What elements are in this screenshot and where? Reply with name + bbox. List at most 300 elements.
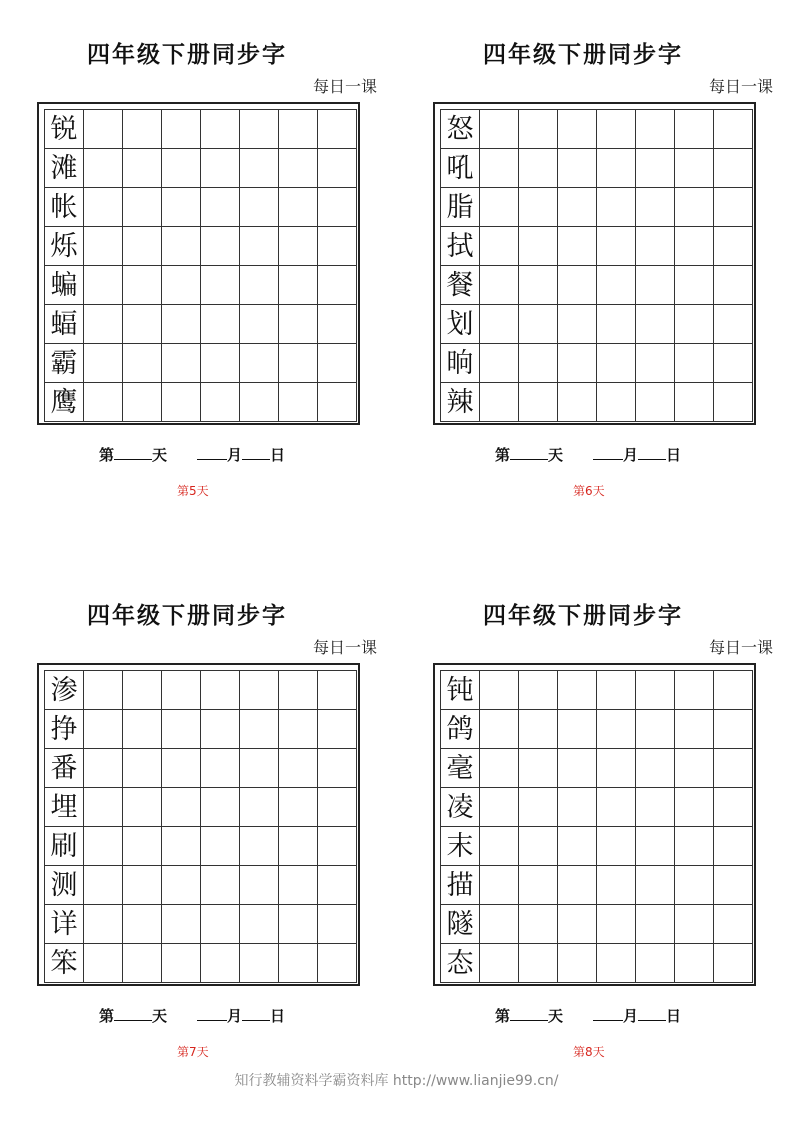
example-character: 蝠 [45, 305, 84, 344]
practice-cell[interactable] [675, 110, 714, 149]
practice-cell[interactable] [558, 866, 597, 905]
practice-cell[interactable] [84, 944, 123, 983]
date-blank[interactable] [242, 1006, 270, 1021]
practice-row [45, 905, 357, 944]
practice-cell[interactable] [519, 305, 558, 344]
practice-cell[interactable] [123, 788, 162, 827]
practice-cell[interactable] [240, 149, 279, 188]
practice-cell[interactable] [597, 944, 636, 983]
practice-cell[interactable] [519, 827, 558, 866]
practice-cell[interactable] [123, 905, 162, 944]
practice-cell[interactable] [558, 710, 597, 749]
practice-cell[interactable] [558, 905, 597, 944]
practice-cell[interactable] [84, 827, 123, 866]
practice-cell[interactable] [318, 344, 357, 383]
practice-cell[interactable] [480, 788, 519, 827]
practice-cell[interactable] [480, 827, 519, 866]
practice-cell[interactable] [240, 344, 279, 383]
practice-cell[interactable] [240, 305, 279, 344]
practice-cell[interactable] [201, 827, 240, 866]
practice-cell[interactable] [480, 749, 519, 788]
practice-cell[interactable] [519, 944, 558, 983]
sheet-title: 四年级下册同步字 [87, 603, 287, 629]
practice-cell[interactable] [636, 227, 675, 266]
practice-cell[interactable] [162, 149, 201, 188]
practice-cell[interactable] [162, 749, 201, 788]
practice-cell[interactable] [84, 710, 123, 749]
practice-cell[interactable] [279, 866, 318, 905]
month-blank[interactable] [593, 1006, 623, 1021]
date-prefix: 第 [99, 446, 115, 464]
practice-cell[interactable] [558, 944, 597, 983]
practice-cell[interactable] [558, 305, 597, 344]
practice-cell[interactable] [162, 110, 201, 149]
practice-grid-frame [37, 663, 360, 986]
practice-cell[interactable] [636, 110, 675, 149]
practice-cell[interactable] [279, 344, 318, 383]
practice-sheet [433, 36, 773, 496]
practice-row [441, 710, 753, 749]
practice-cell[interactable] [162, 710, 201, 749]
example-character: 刷 [45, 827, 84, 866]
practice-grid-frame [433, 663, 756, 986]
practice-cell[interactable] [519, 671, 558, 710]
practice-cell[interactable] [636, 749, 675, 788]
practice-cell[interactable] [714, 710, 753, 749]
practice-cell[interactable] [597, 710, 636, 749]
practice-cell[interactable] [84, 149, 123, 188]
practice-cell[interactable] [675, 344, 714, 383]
practice-cell[interactable] [519, 710, 558, 749]
practice-cell[interactable] [318, 383, 357, 422]
practice-cell[interactable] [636, 827, 675, 866]
practice-cell[interactable] [636, 671, 675, 710]
practice-cell[interactable] [279, 188, 318, 227]
date-blank[interactable] [242, 445, 270, 460]
practice-cell[interactable] [279, 110, 318, 149]
day-number-blank[interactable] [510, 445, 548, 460]
practice-cell[interactable] [318, 188, 357, 227]
practice-cell[interactable] [84, 188, 123, 227]
practice-cell[interactable] [480, 383, 519, 422]
practice-cell[interactable] [318, 944, 357, 983]
date-prefix: 第 [495, 446, 511, 464]
practice-cell[interactable] [714, 149, 753, 188]
practice-cell[interactable] [519, 266, 558, 305]
practice-cell[interactable] [279, 710, 318, 749]
example-character: 末 [441, 827, 480, 866]
practice-cell[interactable] [201, 866, 240, 905]
day-label: 第6天 [573, 484, 605, 498]
practice-cell[interactable] [558, 788, 597, 827]
day-number-blank[interactable] [510, 1006, 548, 1021]
practice-cell[interactable] [558, 110, 597, 149]
practice-cell[interactable] [675, 383, 714, 422]
month-blank[interactable] [197, 445, 227, 460]
practice-cell[interactable] [675, 827, 714, 866]
practice-cell[interactable] [636, 344, 675, 383]
practice-cell[interactable] [597, 671, 636, 710]
practice-cell[interactable] [318, 749, 357, 788]
practice-cell[interactable] [318, 866, 357, 905]
practice-cell[interactable] [675, 749, 714, 788]
practice-cell[interactable] [123, 671, 162, 710]
practice-cell[interactable] [519, 866, 558, 905]
month-unit: 月 [227, 446, 243, 464]
day-label: 第5天 [177, 484, 209, 498]
practice-cell[interactable] [240, 188, 279, 227]
practice-grid [440, 670, 753, 983]
practice-cell[interactable] [636, 710, 675, 749]
date-line [99, 444, 285, 465]
practice-cell[interactable] [675, 305, 714, 344]
example-character: 番 [45, 749, 84, 788]
practice-cell[interactable] [318, 827, 357, 866]
practice-cell[interactable] [318, 710, 357, 749]
practice-cell[interactable] [279, 827, 318, 866]
practice-cell[interactable] [84, 305, 123, 344]
practice-cell[interactable] [318, 671, 357, 710]
practice-cell[interactable] [201, 227, 240, 266]
practice-cell[interactable] [201, 749, 240, 788]
practice-cell[interactable] [597, 344, 636, 383]
practice-cell[interactable] [84, 905, 123, 944]
practice-cell[interactable] [279, 149, 318, 188]
footer-watermark: 知行教辅资料学霸资料库 http://www.lianjie99.cn/ [234, 1073, 559, 1089]
day-label: 第8天 [573, 1045, 605, 1059]
practice-cell[interactable] [558, 227, 597, 266]
practice-cell[interactable] [636, 305, 675, 344]
practice-cell[interactable] [636, 788, 675, 827]
practice-cell[interactable] [636, 866, 675, 905]
practice-cell[interactable] [558, 266, 597, 305]
practice-cell[interactable] [279, 944, 318, 983]
practice-cell[interactable] [597, 305, 636, 344]
practice-row [45, 788, 357, 827]
practice-cell[interactable] [597, 188, 636, 227]
date-blank[interactable] [638, 445, 666, 460]
practice-cell[interactable] [318, 905, 357, 944]
practice-cell[interactable] [201, 710, 240, 749]
practice-cell[interactable] [480, 149, 519, 188]
practice-cell[interactable] [279, 749, 318, 788]
practice-cell[interactable] [519, 227, 558, 266]
practice-cell[interactable] [636, 944, 675, 983]
practice-row [45, 188, 357, 227]
practice-cell[interactable] [123, 383, 162, 422]
practice-cell[interactable] [480, 305, 519, 344]
example-character: 详 [45, 905, 84, 944]
practice-cell[interactable] [240, 788, 279, 827]
practice-cell[interactable] [201, 671, 240, 710]
day-number-blank[interactable] [114, 445, 152, 460]
practice-cell[interactable] [675, 149, 714, 188]
practice-cell[interactable] [636, 266, 675, 305]
practice-cell[interactable] [318, 227, 357, 266]
practice-row [45, 383, 357, 422]
practice-cell[interactable] [123, 305, 162, 344]
practice-cell[interactable] [675, 266, 714, 305]
month-blank[interactable] [197, 1006, 227, 1021]
practice-cell[interactable] [162, 905, 201, 944]
practice-cell[interactable] [84, 383, 123, 422]
practice-cell[interactable] [519, 905, 558, 944]
practice-cell[interactable] [201, 110, 240, 149]
practice-cell[interactable] [84, 344, 123, 383]
practice-cell[interactable] [714, 188, 753, 227]
practice-cell[interactable] [201, 383, 240, 422]
practice-cell[interactable] [240, 671, 279, 710]
practice-cell[interactable] [714, 110, 753, 149]
practice-cell[interactable] [201, 944, 240, 983]
practice-cell[interactable] [201, 266, 240, 305]
practice-cell[interactable] [162, 788, 201, 827]
practice-cell[interactable] [162, 344, 201, 383]
practice-cell[interactable] [84, 110, 123, 149]
practice-cell[interactable] [675, 227, 714, 266]
practice-cell[interactable] [240, 866, 279, 905]
sheet-subtitle: 每日一课 [312, 638, 377, 657]
practice-cell[interactable] [597, 266, 636, 305]
date-prefix: 第 [99, 1007, 115, 1025]
practice-cell[interactable] [123, 827, 162, 866]
practice-row [45, 149, 357, 188]
example-character: 测 [45, 866, 84, 905]
practice-cell[interactable] [84, 227, 123, 266]
practice-cell[interactable] [714, 344, 753, 383]
practice-cell[interactable] [318, 266, 357, 305]
practice-cell[interactable] [240, 944, 279, 983]
practice-cell[interactable] [636, 905, 675, 944]
practice-cell[interactable] [240, 710, 279, 749]
practice-cell[interactable] [318, 305, 357, 344]
practice-row [441, 788, 753, 827]
practice-cell[interactable] [84, 671, 123, 710]
practice-cell[interactable] [480, 227, 519, 266]
practice-row [441, 305, 753, 344]
practice-cell[interactable] [714, 671, 753, 710]
practice-cell[interactable] [558, 749, 597, 788]
practice-cell[interactable] [480, 110, 519, 149]
practice-cell[interactable] [123, 149, 162, 188]
practice-cell[interactable] [714, 383, 753, 422]
practice-cell[interactable] [519, 383, 558, 422]
example-character: 辣 [441, 383, 480, 422]
practice-cell[interactable] [519, 149, 558, 188]
practice-cell[interactable] [279, 383, 318, 422]
practice-cell[interactable] [714, 305, 753, 344]
month-unit: 月 [623, 446, 639, 464]
practice-cell[interactable] [123, 944, 162, 983]
practice-cell[interactable] [162, 188, 201, 227]
practice-row [441, 227, 753, 266]
practice-cell[interactable] [201, 344, 240, 383]
practice-cell[interactable] [714, 266, 753, 305]
practice-cell[interactable] [240, 383, 279, 422]
practice-cell[interactable] [480, 266, 519, 305]
practice-cell[interactable] [480, 905, 519, 944]
practice-cell[interactable] [597, 110, 636, 149]
sheet-subtitle: 每日一课 [708, 638, 773, 657]
practice-cell[interactable] [636, 383, 675, 422]
practice-row [441, 905, 753, 944]
practice-cell[interactable] [123, 188, 162, 227]
practice-cell[interactable] [279, 671, 318, 710]
example-character: 餐 [441, 266, 480, 305]
practice-cell[interactable] [480, 710, 519, 749]
practice-cell[interactable] [162, 266, 201, 305]
practice-cell[interactable] [519, 788, 558, 827]
practice-cell[interactable] [519, 188, 558, 227]
practice-cell[interactable] [240, 827, 279, 866]
practice-cell[interactable] [714, 827, 753, 866]
practice-cell[interactable] [675, 710, 714, 749]
practice-cell[interactable] [240, 266, 279, 305]
practice-cell[interactable] [240, 905, 279, 944]
date-blank[interactable] [638, 1006, 666, 1021]
practice-cell[interactable] [201, 149, 240, 188]
practice-row [441, 266, 753, 305]
practice-cell[interactable] [480, 344, 519, 383]
practice-cell[interactable] [123, 266, 162, 305]
practice-cell[interactable] [675, 671, 714, 710]
practice-cell[interactable] [123, 227, 162, 266]
practice-cell[interactable] [714, 944, 753, 983]
practice-row [45, 827, 357, 866]
practice-cell[interactable] [480, 671, 519, 710]
practice-cell[interactable] [480, 944, 519, 983]
practice-cell[interactable] [480, 188, 519, 227]
practice-cell[interactable] [318, 110, 357, 149]
practice-cell[interactable] [123, 749, 162, 788]
sheet-title: 四年级下册同步字 [483, 603, 683, 629]
day-number-blank[interactable] [114, 1006, 152, 1021]
date-unit: 日 [666, 446, 682, 464]
practice-cell[interactable] [162, 383, 201, 422]
practice-cell[interactable] [675, 905, 714, 944]
practice-cell[interactable] [714, 749, 753, 788]
example-character: 吼 [441, 149, 480, 188]
practice-cell[interactable] [675, 788, 714, 827]
practice-cell[interactable] [675, 188, 714, 227]
practice-cell[interactable] [84, 749, 123, 788]
practice-cell[interactable] [123, 866, 162, 905]
practice-cell[interactable] [318, 149, 357, 188]
practice-cell[interactable] [714, 905, 753, 944]
practice-cell[interactable] [558, 149, 597, 188]
practice-cell[interactable] [279, 266, 318, 305]
example-character: 晌 [441, 344, 480, 383]
practice-cell[interactable] [597, 749, 636, 788]
practice-cell[interactable] [123, 110, 162, 149]
practice-cell[interactable] [201, 905, 240, 944]
practice-cell[interactable] [201, 188, 240, 227]
practice-cell[interactable] [84, 266, 123, 305]
practice-cell[interactable] [636, 149, 675, 188]
practice-row [441, 188, 753, 227]
practice-cell[interactable] [519, 749, 558, 788]
day-unit: 天 [152, 446, 168, 464]
practice-cell[interactable] [597, 866, 636, 905]
practice-cell[interactable] [519, 110, 558, 149]
practice-cell[interactable] [279, 227, 318, 266]
practice-row [441, 749, 753, 788]
practice-cell[interactable] [714, 227, 753, 266]
example-character: 帐 [45, 188, 84, 227]
sheet-title: 四年级下册同步字 [87, 42, 287, 68]
practice-cell[interactable] [597, 383, 636, 422]
practice-cell[interactable] [597, 827, 636, 866]
practice-cell[interactable] [84, 866, 123, 905]
practice-cell[interactable] [480, 866, 519, 905]
practice-cell[interactable] [318, 788, 357, 827]
practice-cell[interactable] [162, 944, 201, 983]
example-character: 滩 [45, 149, 84, 188]
practice-cell[interactable] [279, 305, 318, 344]
practice-row [45, 110, 357, 149]
practice-cell[interactable] [84, 788, 123, 827]
practice-cell[interactable] [162, 305, 201, 344]
practice-cell[interactable] [558, 383, 597, 422]
example-character: 霸 [45, 344, 84, 383]
practice-cell[interactable] [162, 827, 201, 866]
practice-cell[interactable] [240, 110, 279, 149]
practice-sheet [433, 597, 773, 1057]
practice-grid [44, 109, 357, 422]
practice-cell[interactable] [597, 905, 636, 944]
practice-cell[interactable] [597, 227, 636, 266]
practice-cell[interactable] [714, 866, 753, 905]
practice-cell[interactable] [519, 344, 558, 383]
example-character: 鹰 [45, 383, 84, 422]
day-unit: 天 [152, 1007, 168, 1025]
practice-cell[interactable] [240, 227, 279, 266]
practice-cell[interactable] [123, 710, 162, 749]
practice-row [441, 383, 753, 422]
practice-cell[interactable] [201, 788, 240, 827]
practice-cell[interactable] [162, 671, 201, 710]
sheet-title: 四年级下册同步字 [483, 42, 683, 68]
practice-cell[interactable] [558, 344, 597, 383]
practice-cell[interactable] [558, 188, 597, 227]
practice-cell[interactable] [279, 788, 318, 827]
month-unit: 月 [623, 1007, 639, 1025]
practice-cell[interactable] [162, 866, 201, 905]
practice-cell[interactable] [714, 788, 753, 827]
example-character: 钝 [441, 671, 480, 710]
practice-cell[interactable] [162, 227, 201, 266]
practice-cell[interactable] [279, 905, 318, 944]
practice-cell[interactable] [675, 866, 714, 905]
practice-cell[interactable] [201, 305, 240, 344]
practice-cell[interactable] [240, 749, 279, 788]
practice-cell[interactable] [675, 944, 714, 983]
example-character: 拭 [441, 227, 480, 266]
practice-cell[interactable] [123, 344, 162, 383]
example-character: 凌 [441, 788, 480, 827]
practice-cell[interactable] [597, 149, 636, 188]
practice-cell[interactable] [558, 827, 597, 866]
month-unit: 月 [227, 1007, 243, 1025]
example-character: 描 [441, 866, 480, 905]
practice-cell[interactable] [597, 788, 636, 827]
practice-cell[interactable] [558, 671, 597, 710]
date-unit: 日 [270, 446, 286, 464]
practice-cell[interactable] [636, 188, 675, 227]
month-blank[interactable] [593, 445, 623, 460]
practice-sheet [37, 597, 377, 1057]
practice-row [441, 944, 753, 983]
